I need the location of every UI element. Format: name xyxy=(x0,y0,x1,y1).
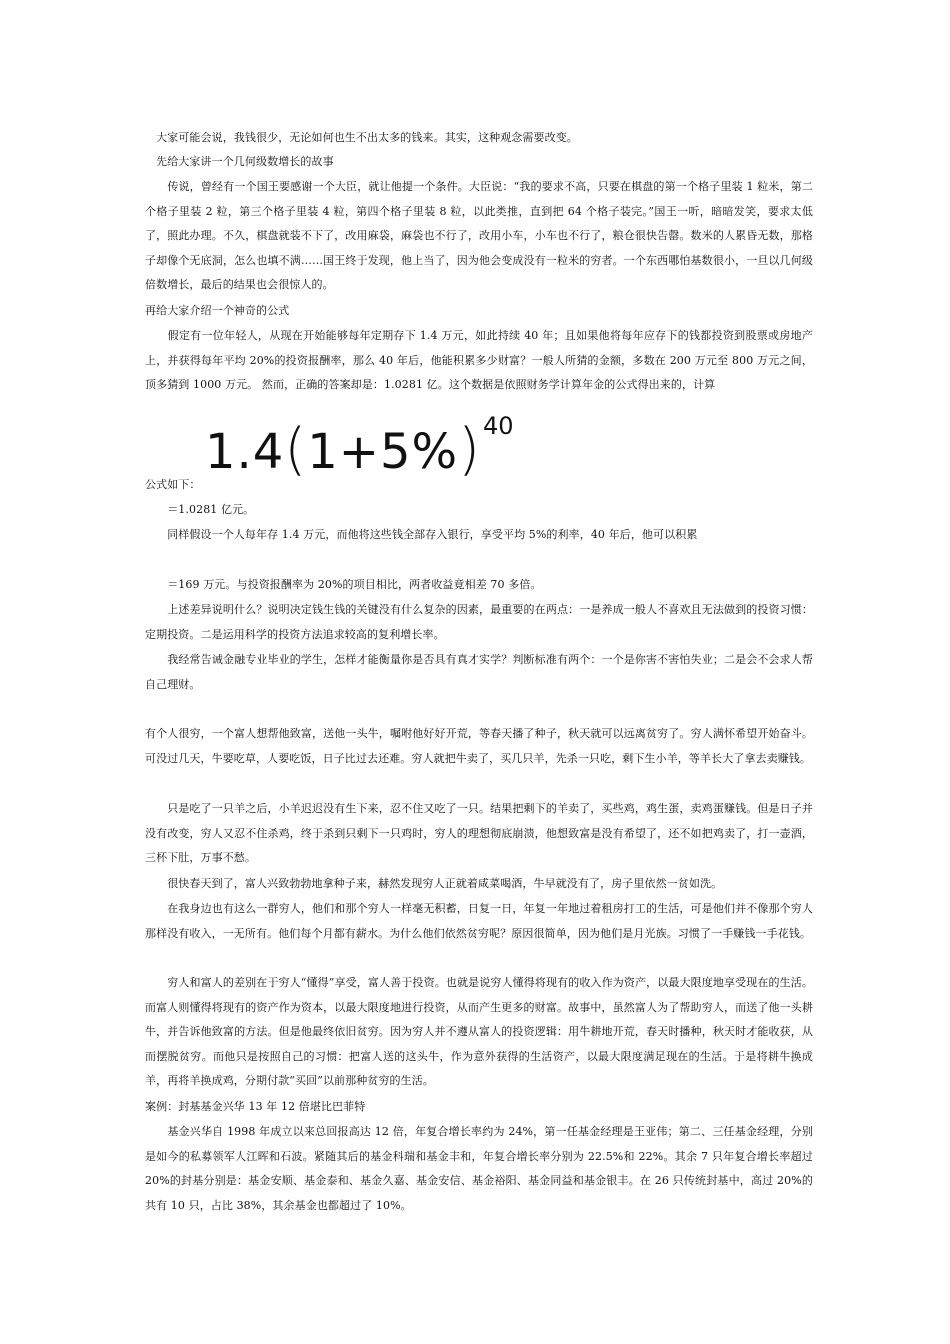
paragraph-case-title: 案例：封基基金兴华 13 年 12 倍堪比巴菲特 xyxy=(145,1100,366,1113)
paragraph-chessboard-story: 传说，曾经有一个国王要感谢一个大臣，就让他提一个条件。大臣说：“我的要求不高，只要在棋盘的第一个格子里装 1 粒米，第二个格子里装 2 粒，第三个格子里装 4 粒，第四个格子里装 8 粒，以此类推，直到把 64 个格子装完。”国王一听，暗暗发笑，要求太低了，照此办理。不久，棋盘就装不下了，改用麻袋，麻袋也不行了，改用小车，小车也不行了，粮仓很快告罄。数米的人累昏无数，那格子却像个无底洞，怎么也填不满……国王终于发现，他上当了，因为他会变成没有一粒米的穷者。一个东西哪怕基数很小，一旦以几何级倍数增长，最后的结果也会很惊人的。 xyxy=(145,180,813,291)
paragraph-fund-case: 基金兴华自 1998 年成立以来总回报高达 12 倍，年复合增长率约为 24%，第一任基金经理是王亚伟；第二、三任基金经理，分别是如今的私募领军人江晖和石波。紧随其后的基金科瑞和基金丰和，年复合增长率分别为 22.5%和 22%。其余 7 只年复合增长率超过 20%的封基分别是：基金安顺、基金泰和、基金久嘉、基金安信、基金裕阳、基金同益和基金银丰。在 26 只传统封基中，高过 20%的共有 10 只，占比 38%，其余基金也都超过了 10%。 xyxy=(145,1125,813,1212)
paragraph-result-2: ＝169 万元。与投资报酬率为 20%的项目相比，两者收益竟相差 70 多倍。 xyxy=(145,578,542,591)
paragraph-bank-saving: 同样假设一个人每年存 1.4 万元，而他将这些钱全部存入银行，享受平均 5%的利率，40 年后，他可以积累 xyxy=(145,528,698,541)
paragraph-result-1: ＝1.0281 亿元。 xyxy=(145,503,255,516)
formula-coefficient: 1.4 xyxy=(205,424,285,480)
formula-inner: 1+5% xyxy=(307,424,459,480)
paragraph-formula-label: 公式如下： xyxy=(145,478,201,491)
paragraph-formula-heading: 再给大家介绍一个神奇的公式 xyxy=(145,304,290,317)
paragraph-story-heading: 先给大家讲一个几何级数增长的故事 xyxy=(145,155,334,168)
paragraph-rich-poor-difference: 穷人和富人的差别在于穷人“懂得”享受，富人善于投资。也就是说穷人懂得将现有的收入作为资产，以最大限度地享受现在的生活。而富人则懂得将现有的资产作为资本，以最大限度地进行投资，从而产生更多的财富。故事中，虽然富人为了帮助穷人，而送了他一头耕牛，并告诉他致富的方法。但是他最终依旧贫穷。因为穷人并不遵从富人的投资逻辑：用牛耕地开荒，春天时播种，秋天时才能收获，从而摆脱贫穷。而他只是按照自己的习惯：把富人送的这头牛，作为意外获得的生活资产，以最大限度满足现在的生活。于是将耕牛换成羊，再将羊换成鸡，分期付款“买回”以前那种贫穷的生活。 xyxy=(145,976,813,1087)
paragraph-young-investor: 假定有一位年轻人，从现在开始能够每年定期存下 1.4 万元，如此持续 40 年；且如果他将每年应存下的钱都投资到股票或房地产上，并获得每年平均 20%的投资报酬率，那么 40 年后，他能积累多少财富？一般人所猜的金额，多数在 200 万元至 800 万元之间，顶多猜到 1000 万元。 然而，正确的答案却是：1.0281 亿。这个数据是依照财务学计算年金的公式得出来的，计算 xyxy=(145,329,813,391)
paragraph-poor-man-story: 有个人很穷，一个富人想帮他致富，送他一头牛，嘱咐他好好开荒，等春天播了种子，秋天就可以远离贫穷了。穷人满怀希望开始奋斗。可没过几天，牛要吃草，人要吃饭，日子比过去还难。穷人就把牛卖了，买几只羊，先杀一只吃，剩下生小羊，等羊长大了拿去卖赚钱。 xyxy=(145,727,813,765)
paragraph-difference: 上述差异说明什么？说明决定钱生钱的关键没有什么复杂的因素，最重要的在两点：一是养成一般人不喜欢且无法做到的投资习惯：定期投资。二是运用科学的投资方法追求较高的复利增长率。 xyxy=(145,603,813,641)
paragraph-moonlight-clan: 在我身边也有这么一群穷人，他们和那个穷人一样毫无积蓄，日复一日，年复一年地过着租房打工的生活，可是他们并不像那个穷人那样没有收入，一无所有。他们每个月都有薪水。为什么他们依然贫穷呢？原因很简单，因为他们是月光族。习惯了一手赚钱一手花钱。 xyxy=(145,902,813,940)
paragraph-sheep-chicken: 只是吃了一只羊之后，小羊迟迟没有生下来，忍不住又吃了一只。结果把剩下的羊卖了，买些鸡，鸡生蛋，卖鸡蛋赚钱。但是日子并没有改变，穷人又忍不住杀鸡，终于杀到只剩下一只鸡时，穷人的理想彻底崩溃，他想致富是没有希望了，还不如把鸡卖了，打一壶酒，三杯下肚，万事不愁。 xyxy=(145,802,813,864)
paragraph-students: 我经常告诫金融专业毕业的学生，怎样才能衡量你是否具有真才实学？判断标准有两个：一个是你害不害怕失业；二是会不会求人帮自己理财。 xyxy=(145,653,813,691)
formula-open-paren: ( xyxy=(284,417,308,482)
paragraph-spring: 很快春天到了，富人兴致勃勃地拿种子来，赫然发现穷人正就着咸菜喝酒，牛早就没有了，房子里依然一贫如洗。 xyxy=(145,877,723,890)
formula-close-paren: ) xyxy=(458,417,481,482)
formula-exponent: 40 xyxy=(482,412,514,440)
paragraph-intro: 大家可能会说，我钱很少，无论如何也生不出太多的钱来。其实，这种观念需要改变。 xyxy=(145,131,578,144)
